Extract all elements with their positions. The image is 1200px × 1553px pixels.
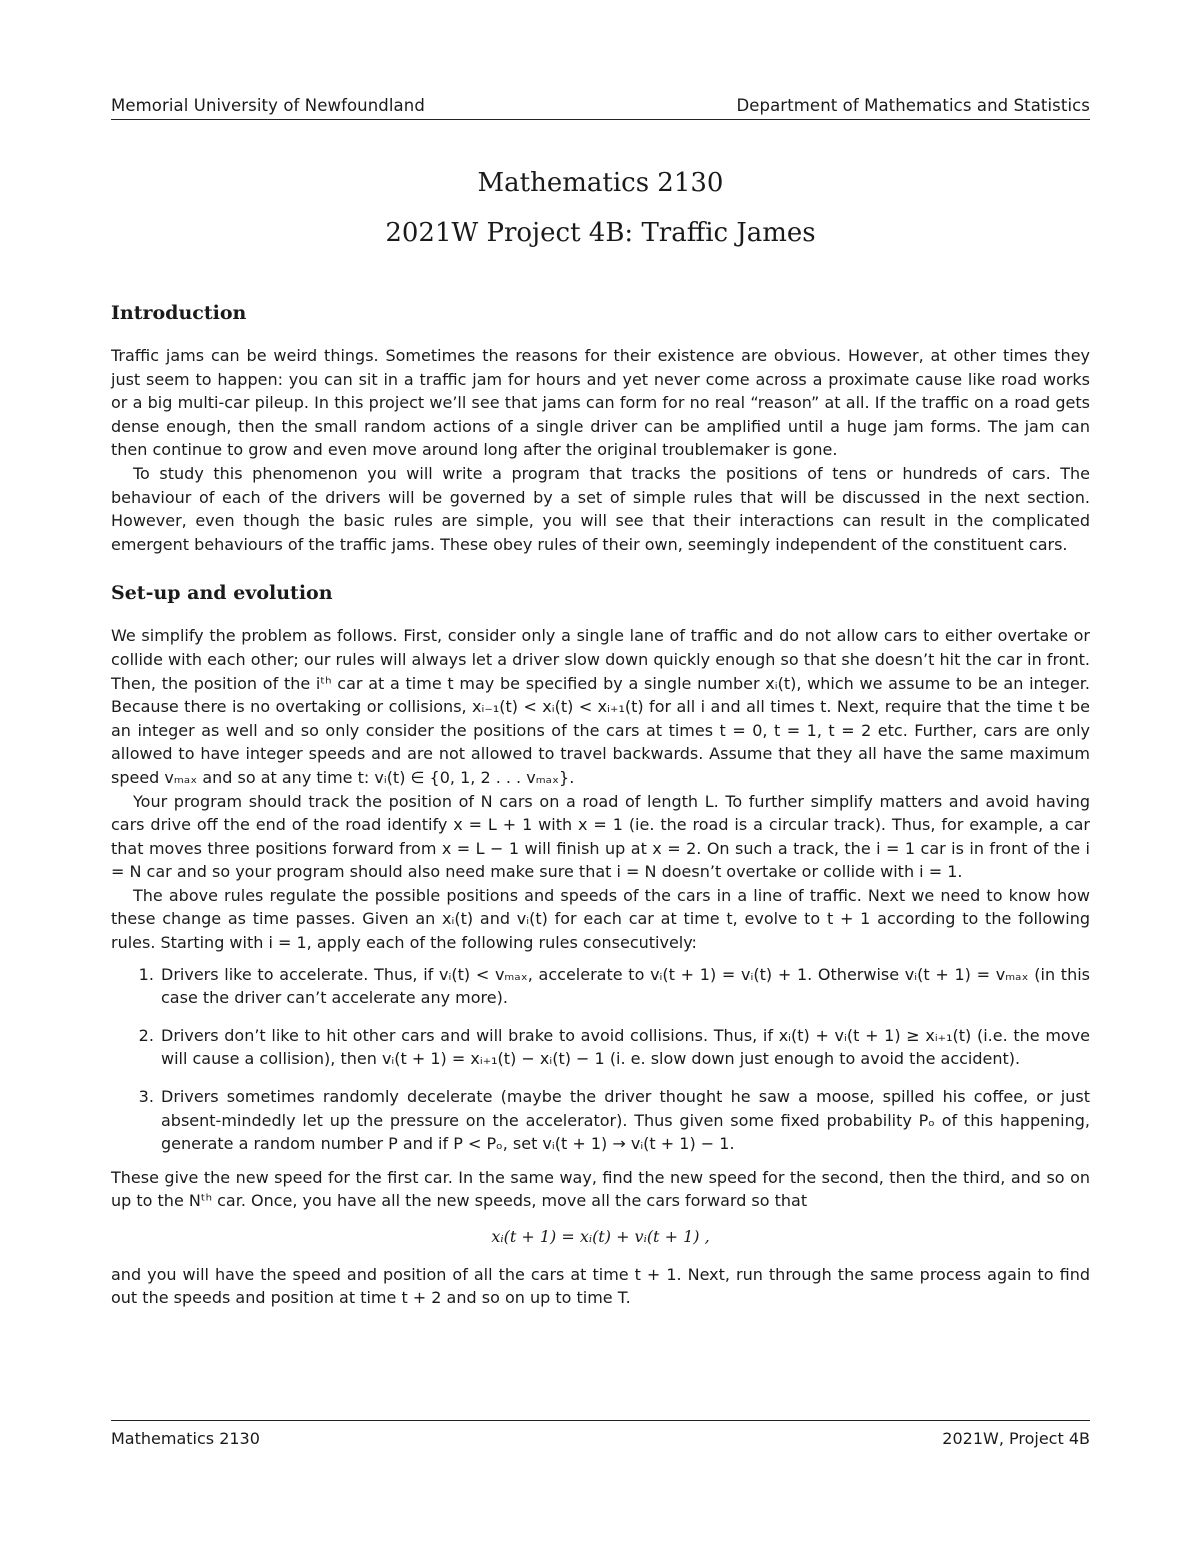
course-title: Mathematics 2130 [477, 168, 724, 198]
header-rule [111, 119, 1090, 120]
title-block [111, 158, 1090, 258]
footer-rule [111, 1420, 1090, 1421]
rule-item-accelerate: 1. Drivers like to accelerate. Thus, if vᵢ(t) < vₘₐₓ, accelerate to vᵢ(t + 1) = vᵢ(t) + 1. Otherwise vᵢ(t + 1) = vₘₐₓ (in this case the driver can’t accelerate any more). [159, 963, 1090, 1010]
running-header [111, 96, 1090, 115]
footer-project: 2021W, Project 4B [942, 1429, 1090, 1448]
section-heading-introduction: Introduction [111, 302, 247, 324]
running-footer [111, 1429, 1090, 1448]
position-update-equation: xᵢ(t + 1) = xᵢ(t) + vᵢ(t + 1) , [491, 1227, 710, 1246]
setup-paragraph-3: The above rules regulate the possible positions and speeds of the cars in a line of traffic. Next we need to know how these change as time passes. Given an xᵢ(t) and vᵢ(t) for each car at time t, evolve to t + 1 according to the following rules. Starting with i = 1, apply each of the following rules consecutively: [111, 885, 1090, 953]
setup-paragraph-4: These give the new speed for the first car. In the same way, find the new speed for the second, then the third, and so on up to the Nᵗʰ car. Once, you have all the new speeds, move all the cars forward so that [111, 1167, 1090, 1211]
header-department: Department of Mathematics and Statistics [736, 96, 1090, 115]
main-content [111, 300, 1090, 1310]
setup-paragraph-5: and you will have the speed and position of all the cars at time t + 1. Next, run through the same process again to find out the speeds and position at time t + 2 and so on up to time T. [111, 1264, 1090, 1308]
intro-paragraph-1: Traffic jams can be weird things. Sometimes the reasons for their existence are obvious. However, at other times they just seem to happen: you can sit in a traffic jam for hours and yet never come across a proximate cause like road works or a big multi-car pileup. In this project we’ll see that jams can form for no real “reason” at all. If the traffic on a road gets dense enough, then the small random actions of a single driver can be amplified until a huge jam forms. The jam can then continue to grow and even move around long after the original troublemaker is gone. [111, 346, 1090, 460]
footer-course: Mathematics 2130 [111, 1429, 260, 1448]
section-heading-setup: Set-up and evolution [111, 582, 333, 605]
header-institution: Memorial University of Newfoundland [111, 96, 425, 115]
rule-item-random-decelerate: 3. Drivers sometimes randomly decelerate (maybe the driver thought he saw a moose, spilled his coffee, or just absent-mindedly let up the pressure on the accelerator). Thus given some fixed probability Pₒ of this happening, generate a random number P and if P < Pₒ, set vᵢ(t + 1) → vᵢ(t + 1) − 1. [159, 1085, 1090, 1156]
project-title: 2021W Project 4B: Traffic James [385, 218, 816, 248]
intro-paragraph-2: To study this phenomenon you will write a program that tracks the positions of tens or hundreds of cars. The behaviour of each of the drivers will be governed by a set of simple rules that will be discussed in the next section. However, even though the basic rules are simple, you will see that their interactions can result in the complicated emergent behaviours of the traffic jams. These obey rules of their own, seemingly independent of the constituent cars. [111, 463, 1090, 554]
setup-paragraph-1: We simplify the problem as follows. First, consider only a single lane of traffic and do not allow cars to either overtake or collide with each other; our rules will always let a driver slow down quickly enough so that she doesn’t hit the car in front. Then, the position of the iᵗʰ car at a time t may be specified by a single number xᵢ(t), which we assume to be an integer. Because there is no overtaking or collisions, xᵢ₋₁(t) < xᵢ(t) < xᵢ₊₁(t) for all i and all times t. Next, require that the time t be an integer as well and so only consider the positions of the cars at times t = 0, t = 1, t = 2 etc. Further, cars are only allowed to have integer speeds and are not allowed to travel backwards. Assume that they all have the same maximum speed vₘₐₓ and so at any time t: vᵢ(t) ∈ {0, 1, 2 . . . vₘₐₓ}. [111, 626, 1090, 787]
rule-item-brake: 2. Drivers don’t like to hit other cars and will brake to avoid collisions. Thus, if xᵢ(t) + vᵢ(t + 1) ≥ xᵢ₊₁(t) (i.e. the move will cause a collision), then vᵢ(t + 1) = xᵢ₊₁(t) − xᵢ(t) − 1 (i. e. slow down just enough to avoid the accident). [159, 1024, 1090, 1071]
evolution-rules-list [111, 963, 1090, 1156]
setup-paragraph-2: Your program should track the position of N cars on a road of length L. To further simplify matters and avoid having cars drive off the end of the road identify x = L + 1 with x = 1 (ie. the road is a circular track). Thus, for example, a car that moves three positions forward from x = L − 1 will finish up at x = 2. On such a track, the i = 1 car is in front of the i = N car and so your program should also need make sure that i = N doesn’t overtake or collide with i = 1. [111, 791, 1090, 882]
